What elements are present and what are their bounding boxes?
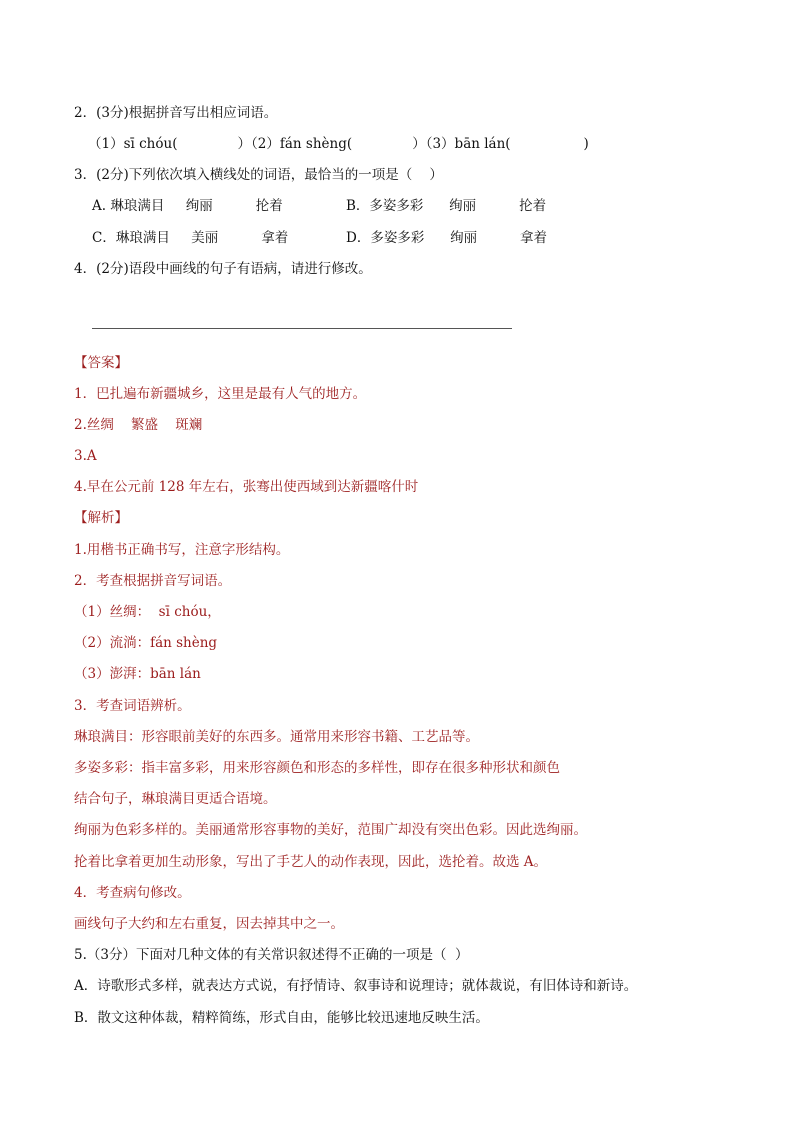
q3-prompt: 3．(2分)下列依次填入横线处的词语，最恰当的一项是（ ） bbox=[74, 167, 443, 183]
q2-prompt: 2．(3分)根据拼音写出相应词语。 bbox=[74, 105, 278, 121]
q3-option-b: B．多姿多彩 绚丽 抡着 bbox=[346, 198, 547, 214]
q4-prompt: 4．(2分)语段中画线的句子有语病，请进行修改。 bbox=[74, 261, 372, 277]
q3-option-a: A. 琳琅满目 绚丽 抡着 bbox=[92, 198, 283, 214]
answer-line: 2.丝绸 繁盛 斑斓 bbox=[74, 417, 203, 433]
q5-option-b: B．散文这种体裁，精粹简练，形式自由，能够比较迅速地反映生活。 bbox=[74, 1010, 489, 1026]
analysis-line: 抡着比拿着更加生动形象，写出了手艺人的动作表现，因此，选抡着。故选 A。 bbox=[74, 854, 548, 870]
analysis-line: （3）澎湃：bān lán bbox=[74, 666, 201, 682]
answer-header: 【答案】 bbox=[74, 355, 128, 371]
analysis-header: 【解析】 bbox=[74, 510, 128, 526]
q3-option-c: C．琳琅满目 美丽 拿着 bbox=[92, 230, 289, 246]
analysis-line: 结合句子，琳琅满目更适合语境。 bbox=[74, 791, 277, 807]
analysis-line: 绚丽为色彩多样的。美丽通常形容事物的美好，范围广却没有突出色彩。因此选绚丽。 bbox=[74, 822, 587, 838]
q2-pinyin-blanks: （1）sī chóu( ）（2）fán shèng( ）（3）bān lán( ) bbox=[88, 136, 589, 152]
answer-line: 3.A bbox=[74, 448, 97, 464]
q3-option-d: D．多姿多彩 绚丽 拿着 bbox=[346, 230, 547, 246]
analysis-line: 3．考查词语辨析。 bbox=[74, 698, 191, 714]
analysis-line: 1.用楷书正确书写，注意字形结构。 bbox=[74, 542, 290, 558]
analysis-line: 2．考查根据拼音写词语。 bbox=[74, 573, 232, 589]
q5-option-a: A．诗歌形式多样，就表达方式说，有抒情诗、叙事诗和说理诗；就体裁说，有旧体诗和新诗。 bbox=[74, 978, 638, 994]
analysis-line: 琳琅满目：形容眼前美好的东西多。通常用来形容书籍、工艺品等。 bbox=[74, 729, 479, 745]
analysis-line: （1）丝绸： sī chóu， bbox=[74, 604, 221, 620]
answer-line: 4.早在公元前 128 年左右，张骞出使西域到达新疆喀什时 bbox=[74, 479, 419, 495]
q5-prompt: 5.（3分）下面对几种文体的有关常识叙述得不正确的一项是（ ） bbox=[74, 947, 469, 963]
analysis-line: （2）流淌：fán shèng bbox=[74, 635, 218, 651]
analysis-line: 画线句子大约和左右重复，因去掉其中之一。 bbox=[74, 916, 344, 932]
answer-line: 1．巴扎遍布新疆城乡，这里是最有人气的地方。 bbox=[74, 386, 367, 402]
analysis-line: 多姿多彩：指丰富多彩，用来形容颜色和形态的多样性，即存在很多种形状和颜色 bbox=[74, 760, 560, 776]
analysis-line: 4．考查病句修改。 bbox=[74, 885, 191, 901]
answer-blank-line bbox=[92, 328, 512, 329]
